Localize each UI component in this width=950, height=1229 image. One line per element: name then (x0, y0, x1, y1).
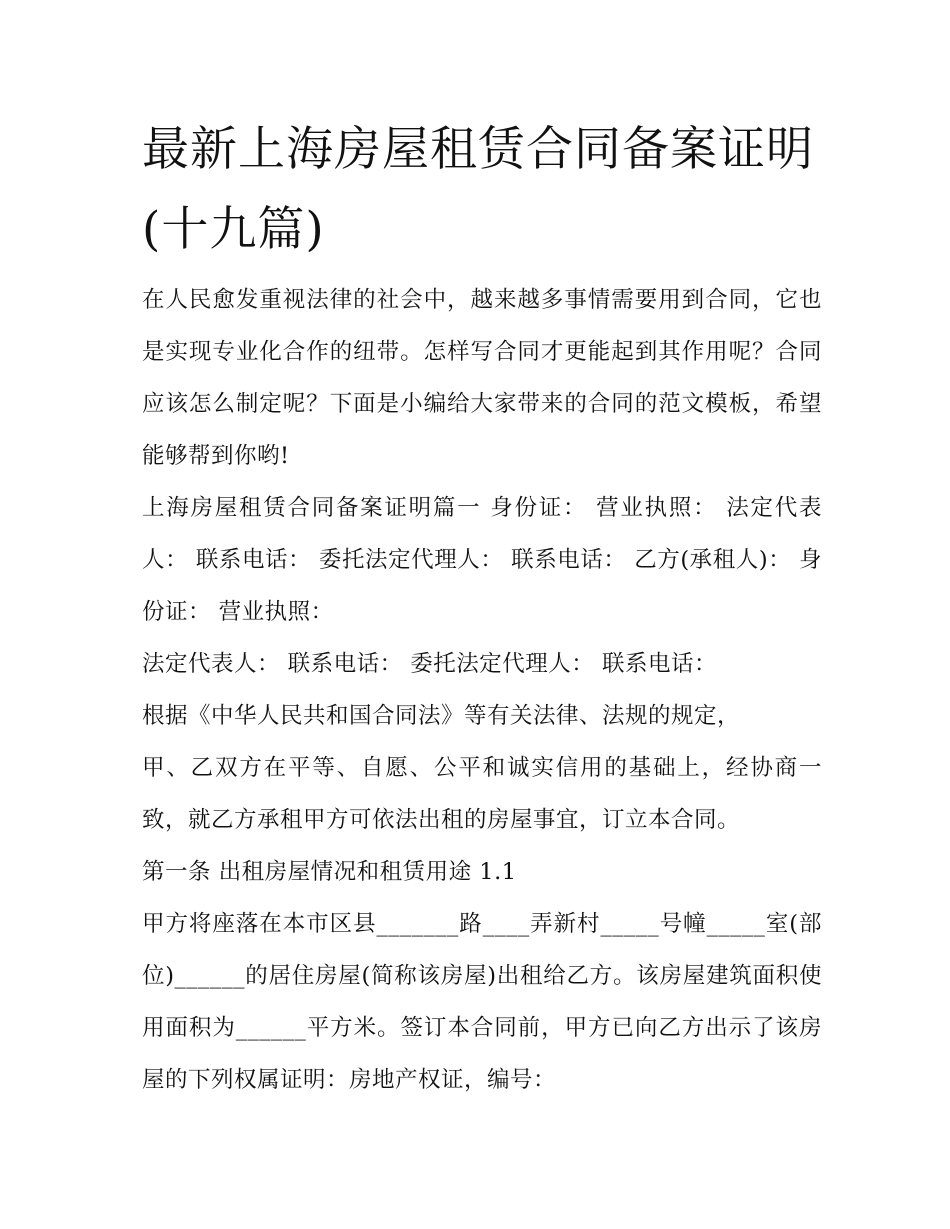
document-title: 最新上海房屋租赁合同备案证明(十九篇) (142, 122, 814, 257)
party-b-info-paragraph: 法定代表人： 联系电话： 委托法定代理人： 联系电话： (142, 651, 717, 677)
legal-basis-paragraph: 根据《中华人民共和国合同法》等有关法律、法规的规定， (142, 703, 741, 729)
article-one-heading: 第一条 出租房屋情况和租赁用途 1.1 (142, 859, 517, 885)
agreement-paragraph: 甲、乙双方在平等、自愿、公平和诚实信用的基础上，经协商一致，就乙方承租甲方可依法出租的房屋事宜，订立本合同。 (142, 755, 822, 833)
property-description-paragraph: 甲方将座落在本市区县_______路____弄新村_____号幢_____室(部位)______的居住房屋(简称该房屋)出租给乙方。该房屋建筑面积使用面积为______平方米。签订本合同前，甲方已向乙方出示了该房屋的下列权属证明：房地产权证，编号： (142, 911, 822, 1093)
party-a-info-paragraph: 上海房屋租赁合同备案证明篇一 身份证： 营业执照： 法定代表人： 联系电话： 委托法定代理人： 联系电话： 乙方(承租人)： 身份证： 营业执照： (142, 495, 822, 625)
document-page (142, 110, 822, 1106)
intro-paragraph: 在人民愈发重视法律的社会中，越来越多事情需要用到合同，它也是实现专业化合作的纽带。怎样写合同才更能起到其作用呢？合同应该怎么制定呢？下面是小编给大家带来的合同的范文模板，希望能够帮到你哟! (142, 287, 822, 469)
